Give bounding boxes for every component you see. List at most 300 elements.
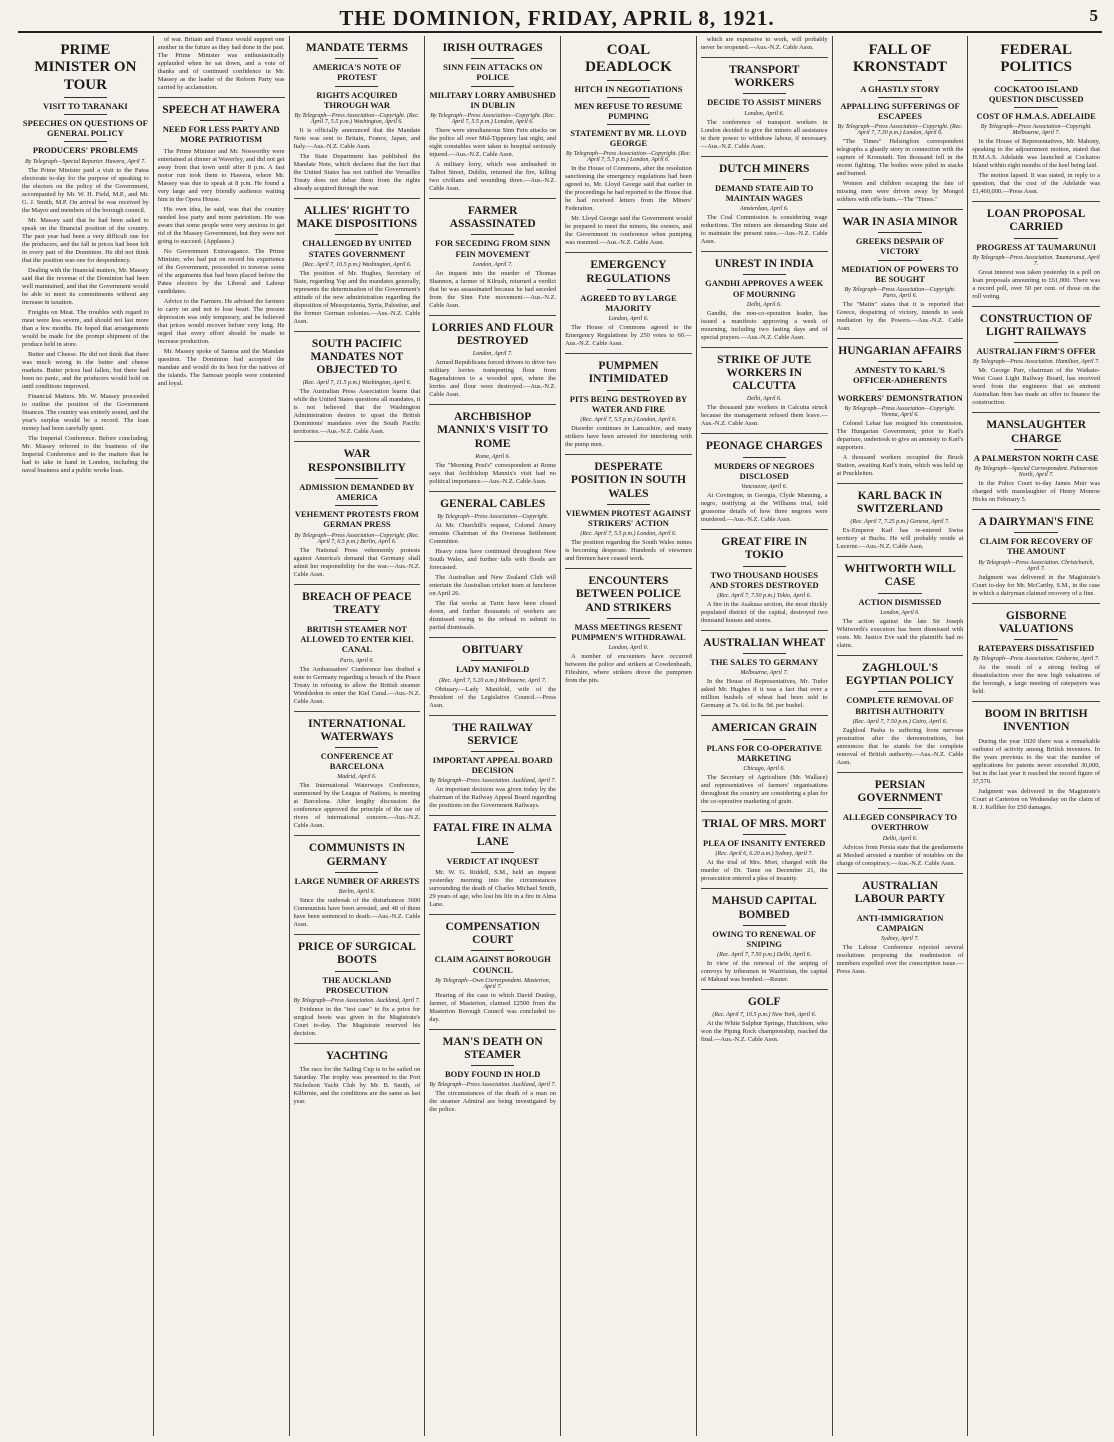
article-paragraph: Judgment was delivered in the Magistrate's Court to-day for Mr. McCarthy, S.M., in the case in which a dairyman claimed recovery of a fine.	[972, 573, 1100, 597]
article-separator	[429, 637, 556, 638]
headline-rule	[471, 234, 514, 235]
article-byline: London, April 7.	[472, 351, 513, 358]
article-subhead: VERDICT AT INQUEST	[446, 855, 539, 866]
article-subhead: OWING TO RENEWAL OF SNIPING	[712, 928, 817, 949]
article	[701, 433, 828, 524]
article-headline: DESPERATE POSITION IN SOUTH WALES	[570, 461, 686, 500]
article-paragraph: His own idea, he said, was that the country needed less party and more patriotism. He was aware that some people were very anxious to get rid of the Massey Government, but they were not going to succeed. (Applause.)	[157, 205, 285, 245]
article-paragraph: The position regarding the South Wales mines is becoming desperate. Hundreds of viewmen and firemen have ceased work.	[565, 539, 692, 563]
article	[294, 441, 421, 578]
article-headline: FEDERAL POLITICS	[1000, 42, 1073, 76]
article-subhead: DECIDE TO ASSIST MINERS	[707, 97, 822, 108]
article	[429, 1029, 556, 1115]
headline-rule	[878, 909, 921, 910]
article-paragraph: The Labour Conference rejected several resolutions proposing the readmission of members expelled over the conscription issue.—Press Assn.	[836, 944, 964, 976]
article-byline: Madrid, April 6.	[337, 774, 377, 781]
article-paragraph: Armed Republicans forced drivers to drive two military lorries transporting flour from Bagenalstown to a wooded spot, where the lorries and flour were destroyed.—Aus.-N.Z. Cable Assn.	[429, 359, 557, 399]
article-paragraph: Hearing of the case in which David Dunlop, farmer, of Masterton, claimed £2500 from the Masterton Borough Council was concluded to-day.	[429, 991, 557, 1023]
article	[701, 811, 828, 883]
article	[972, 701, 1100, 811]
article-subhead: MASS MEETINGS RESENT PUMPMEN'S WITHDRAWAL	[571, 621, 686, 642]
article-paragraph: The Prime Minister paid a visit to the Patea electorate to-day for the purpose of speaking to the electors on the policy of the Government, accompanied by Mr. W. H. Field, M.P., and Mr. G. J. Smith, M.P. On arrival he was received by the Mayor and members of the borough council.	[22, 166, 149, 214]
article-headline: CONSTRUCTION OF LIGHT RAILWAYS	[979, 312, 1093, 338]
article-paragraph: An important decision was given today by the chairman of the Railway Appeal Board regarding the positions on the Government Railways.	[429, 786, 557, 810]
article-headline: MANSLAUGHTER CHARGE	[986, 419, 1087, 445]
article-separator	[429, 815, 556, 816]
article-separator	[429, 715, 556, 716]
article-byline: Melbourne, April 7.	[740, 670, 788, 677]
article-separator	[565, 568, 692, 569]
article-paragraph: It is officially announced that the Mandate Note was sent to Britain, France, Japan, and Italy.—Aus.-N.Z. Cable Assn.	[293, 126, 421, 150]
headline-rule	[64, 114, 107, 115]
article-byline: (Rec. April 6, 6.20 a.m.) Sydney, April 7.	[715, 851, 813, 858]
article-byline: Chicago, April 6.	[743, 765, 785, 772]
article-paragraph: The action against the late Sir Joseph Whitworth's executors has been dismissed with costs. Mr. Justice Eve said the plaintiffs had no claim.	[836, 617, 964, 649]
article	[565, 454, 692, 563]
headline-rule	[607, 97, 650, 98]
headline-rule	[607, 80, 650, 81]
article-subhead: AUSTRALIAN FIRM'S OFFER	[976, 346, 1096, 357]
article-subhead: APPALLING SUFFERINGS OF ESCAPEES	[840, 100, 960, 121]
article	[701, 989, 828, 1044]
headline-rule	[743, 739, 786, 740]
article-headline: MANDATE TERMS	[305, 42, 408, 54]
headline-rule	[1014, 449, 1057, 450]
headline-rule	[335, 58, 378, 59]
article-headline: COAL DEADLOCK	[585, 42, 672, 76]
article-paragraph: A fire in the Asakusa section, the most thickly populated district of the capital, destroyed two thousand houses and stores.	[700, 600, 828, 624]
article-byline: London, April 6.	[880, 609, 920, 616]
article-paragraph: Advice to the Farmers. He advised the farmers to carry on and not to lose heart. The present depression was only temporary, and he believed that prices would recover before very long. He urged that every effort should be made to increase production.	[157, 297, 285, 345]
article-separator	[837, 655, 964, 656]
article-separator	[972, 306, 1100, 307]
article-separator	[837, 209, 964, 210]
article-separator	[701, 156, 828, 157]
article-byline: By Telegraph—Press Association. Gisborne, April 7.	[973, 656, 1100, 663]
article-headline: BOOM IN BRITISH INVENTION	[984, 708, 1088, 734]
column-5	[561, 36, 697, 1436]
article-headline: LOAN PROPOSAL CARRIED	[986, 208, 1086, 234]
article-separator	[701, 630, 828, 631]
article-byline: Delhi, April 6.	[746, 396, 782, 403]
article	[294, 198, 421, 326]
article-paragraph: A military lorry, which was ambushed in Talbot Street, Dublin, returned the fire, killing two civilians and wounding three.—Aus.-N.Z. Cable Assn.	[429, 160, 557, 192]
article-subhead: NEED FOR LESS PARTY AND MORE PATRIOTISM	[162, 124, 280, 145]
article-separator	[294, 584, 421, 585]
headline-rule	[878, 232, 921, 233]
article-subhead: VEHEMENT PROTESTS FROM GERMAN PRESS	[294, 509, 419, 530]
article-byline: (Rec. April 7, 10.5 p.m.) Washington, April 6.	[302, 261, 412, 268]
article-paragraph: Heavy rains have continued throughout New South Wales, and further falls with floods are forecasted.	[429, 548, 557, 572]
article-paragraph: The Australian Press Association learns that while the United States questions all mandates, it is not believed that the Washington Administration desires to upset the British Dominions' mandates over the South Pacific territories.—Aus.-N.Z. Cable Assn.	[293, 388, 421, 436]
article-paragraph: The thousand jute workers in Calcutta struck because the management refused them leave.—Aus.-N.Z. Cable Assn.	[700, 404, 828, 428]
article-subhead: CLAIM FOR RECOVERY OF THE AMOUNT	[979, 536, 1093, 557]
article-byline: Amsterdam, April 6.	[740, 206, 789, 213]
article	[429, 198, 556, 310]
article-byline: By Telegraph—Press Association—Copyright. (Rec. April 7, 6.5 p.m.) Berlin, April 6.	[294, 532, 420, 545]
article-paragraph: The Prime Minister and Mr. Nosworthy were entertained at dinner at Waverley, and did not get away from that town until after 8 p.m. A fast motor run took them to Hawera, where Mr. Massey was due to speak at 8 p.m. He found a very large and very friendly audience waiting him in the Opera House.	[157, 147, 285, 203]
article-paragraph: The flat works at Turin have been closed down, and further thousands of workers are dismissed owing to the refusal to submit to partial dismissals.	[429, 600, 557, 632]
article-paragraph: In view of the renewal of the sniping of convoys by tribesmen in Waziristan, the capital of Mahsud was bombed.—Reuter.	[700, 960, 828, 984]
headline-rule	[878, 361, 921, 362]
article-subhead: VISIT TO TARANAKI	[43, 100, 128, 111]
newspaper-title: THE DOMINION, FRIDAY, APRIL 8, 1921.	[339, 6, 775, 30]
article-headline: DUTCH MINERS	[719, 162, 810, 175]
article-separator	[294, 835, 421, 836]
article-subhead: PLEA OF INSANITY ENTERED	[703, 838, 826, 849]
article	[837, 338, 964, 478]
article	[429, 42, 556, 193]
article-separator	[837, 873, 964, 874]
article	[972, 306, 1100, 408]
article-subhead: PRODUCERS' PROBLEMS	[32, 145, 138, 156]
article-subhead: TWO THOUSAND HOUSES AND STORES DESTROYED	[709, 569, 819, 590]
article	[972, 201, 1100, 301]
headline-rule	[335, 478, 378, 479]
article	[565, 568, 692, 685]
headline-rule	[335, 872, 378, 873]
article-paragraph: Mr. Massey said that he had been asked to speak on the financial position of the country. The past year had been a very difficult one for the producers, and the fall in prices had been felt in every part of the Dominion. He did not think that the position was one for despondency.	[22, 216, 149, 264]
article-headline: AUSTRALIAN LABOUR PARTY	[854, 879, 946, 905]
article-headline: ENCOUNTERS BETWEEN POLICE AND STRIKERS	[575, 575, 681, 614]
article-paragraph: At Covington, in Georgia, Clyde Manning, a negro, testifying at the Williams trial, told gruesome details of how three negroes were murdered.—Aus.-N.Z. Cable Assn.	[700, 492, 828, 524]
article-headline: EMERGENCY REGULATIONS	[586, 259, 671, 285]
article-headline: OBITUARY	[461, 644, 524, 657]
headline-rule	[335, 234, 378, 235]
headline-rule	[1014, 532, 1057, 533]
article-paragraph: In the House of Commons, after the resolution sanctioning the emergency regulations had been agreed to, Mr. Lloyd George said that earlier in the proceedings he had reported to the House that he had received letters from the Miners' Federation.	[565, 165, 692, 213]
headline-rule	[471, 852, 514, 853]
headline-rule	[335, 747, 378, 748]
article-subhead: AMERICA'S NOTE OF PROTEST	[312, 62, 402, 83]
article-subhead: PITS BEING DESTROYED BY WATER AND FIRE	[569, 393, 688, 414]
article-headline: BREACH OF PEACE TREATY	[302, 590, 412, 616]
article-paragraph: At the trial of Mrs. Mort, charged with the murder of Dr. Tame on December 21, the prosecution entered a plea of insanity.	[700, 859, 828, 883]
article-paragraph: Advices from Persia state that the gendarmerie at Meshed arrested a number of notables on the charge of conspiracy.—Aus.-N.Z. Cable Assn.	[836, 843, 964, 867]
headline-rule	[1014, 107, 1057, 108]
article-byline: (Rec. April 7, 10.5 p.m.) New York, April 6.	[712, 1012, 817, 1019]
article-headline: PUMPMEN INTIMIDATED	[588, 360, 669, 386]
article	[701, 529, 828, 625]
article-headline: ALLIES' RIGHT TO MAKE DISPOSITIONS	[296, 204, 418, 231]
article-paragraph: Zaghloul Pasha is suffering from nervous prostration after the demonstrations, but announces that he stands for the complete removal of British authority.—Aus.-N.Z. Cable Assn.	[836, 726, 964, 766]
article-byline: By Telegraph—Own Correspondent. Masterton, April 7.	[435, 977, 551, 990]
article-byline: Vancouver, April 6.	[741, 484, 788, 491]
article-byline: By Telegraph—Special Correspondent. Palmerston North, April 7.	[974, 465, 1098, 478]
article	[565, 353, 692, 449]
article-headline: A DAIRYMAN'S FINE	[978, 515, 1094, 528]
column-4	[425, 36, 561, 1436]
article-paragraph: Mr. George Parr, chairman of the Waikato-West Coast Light Railway Board, has received word from the engineers that an eminent Australian firm has made an offer to finance the construction.	[972, 367, 1100, 407]
article-paragraph: Great interest was taken yesterday in a poll on loan proposals amounting to £61,000. There was a record poll, over 50 per cent. of those on the roll voting.	[972, 268, 1100, 300]
article-separator	[294, 198, 421, 199]
article-subhead: FOR SECEDING FROM SINN FEIN MOVEMENT	[435, 238, 551, 259]
article-separator	[294, 441, 421, 442]
article-byline: By Telegraph—Press Association—Copyright. (Rec. April 7, 5.5 p.m.) London, April 6.	[565, 151, 691, 164]
article-headline: KARL BACK IN SWITZERLAND	[856, 489, 944, 516]
headline-rule	[471, 86, 514, 87]
article-headline: GENERAL CABLES	[440, 497, 546, 510]
article-separator	[565, 454, 692, 455]
article	[429, 914, 556, 1024]
article-paragraph: Ex-Emperor Karl has re-entered Swiss territory at Buchs. He will probably reside at Lucerne.—Aus.-N.Z. Cable Assn.	[836, 527, 964, 551]
article-paragraph: In the Police Court to-day James Muir was charged with manslaughter of Henry Monroe Hicks on February 5.	[972, 479, 1100, 503]
article-separator	[294, 331, 421, 332]
article	[972, 42, 1100, 196]
article	[837, 209, 964, 333]
article	[701, 715, 828, 806]
article-paragraph: Financial Matters. Mr. W. Massey proceeded to outline the position of the Government finances. The country was entirely sound, and the year's surplus would be a record. The loan money had been carefully spent.	[22, 392, 149, 432]
article-paragraph: Women and children escaping the fate of missing men were driven away by Mongol soldiers with rifle butts.—The "Times."	[836, 180, 964, 204]
headline-rule	[471, 660, 514, 661]
article-paragraph: The Secretary of Agriculture (Mr. Wallace) and representatives of farmers' organisations throughout the country are considering a plan for the co-operative marketing of grain.	[700, 773, 828, 805]
article	[565, 252, 692, 348]
article-paragraph: The Australian and New Zealand Club will entertain the Australian cricket team at luncheon on April 26.	[429, 574, 557, 598]
article-paragraph: The State Department has published the Mandate Note, which declares that the fact that the United States has not ratified the Versailles Treaty does not debar them from the rights already acquired through the war.	[293, 152, 421, 192]
article-subhead: PLANS FOR CO-OPERATIVE MARKETING	[706, 742, 822, 763]
article-paragraph: In the House of Representatives, Mr. Mahony, speaking to the adjournment motion, stated that H.M.A.S. Adelaide was launched at Cockatoo Island within eight months of the keel being laid.	[972, 138, 1100, 170]
article-byline: (Rec. April 7, 7.50 p.m.) Cairo, April 6.	[852, 718, 948, 725]
article	[701, 251, 828, 342]
article-subhead: THE SALES TO GERMANY	[710, 657, 819, 668]
article-headline: ZAGHLOUL'S EGYPTIAN POLICY	[845, 661, 955, 688]
article-separator	[158, 97, 285, 98]
article-headline: INTERNATIONAL WATERWAYS	[308, 717, 406, 743]
article-subhead: THE AUCKLAND PROSECUTION	[322, 974, 392, 995]
headline-rule	[1014, 80, 1057, 81]
article-headline: WAR IN ASIA MINOR	[842, 216, 958, 229]
article-subhead: SINN FEIN ATTACKS ON POLICE	[443, 62, 543, 83]
article-subhead: AMNESTY TO KARL'S OFFICER-ADHERENTS	[852, 365, 947, 386]
article-paragraph: The position of Mr. Hughes, Secretary of State, regarding Yap and the mandates generally, represents the determination of the Government's attitude of the new administration regarding the disposition of Mesopotamia, Syria, Palestine, and the former German colonies.—Aus.-N.Z. Cable Assn.	[293, 269, 421, 325]
article-byline: By Telegraph—Press Association—Copyright.	[437, 514, 549, 521]
article-separator	[294, 1043, 421, 1044]
headline-rule	[743, 93, 786, 94]
article-subhead: VIEWMEN PROTEST AGAINST STRIKERS' ACTION	[565, 507, 692, 528]
article	[429, 404, 556, 486]
article-subhead: MEDIATION OF POWERS TO BE SOUGHT	[841, 263, 959, 284]
headline-rule	[743, 925, 786, 926]
article-byline: Delhi, April 6.	[882, 835, 918, 842]
article-headline: GOLF	[747, 996, 781, 1009]
article	[294, 584, 421, 706]
article-byline: By Telegraph—Press Association. Auckland, April 7.	[429, 1082, 556, 1089]
article-subhead: LARGE NUMBER OF ARRESTS	[294, 875, 420, 886]
article-headline: FALL OF KRONSTADT	[853, 42, 947, 76]
article-subhead: GANDHI APPROVES A WEEK OF MOURNING	[705, 278, 824, 299]
article-separator	[294, 711, 421, 712]
article-separator	[701, 433, 828, 434]
article-byline: Berlin, April 6.	[338, 889, 376, 896]
article-subhead: AGREED TO BY LARGE MAJORITY	[580, 292, 677, 314]
article-subhead: ACTION DISMISSED	[858, 596, 942, 607]
article-byline: London, April 6.	[608, 645, 649, 652]
article-headline: ARCHBISHOP MANNIX'S VISIT TO ROME	[437, 411, 549, 450]
headline-rule	[743, 653, 786, 654]
article-headline: SOUTH PACIFIC MANDATES NOT OBJECTED TO	[310, 337, 404, 377]
article-headline: WAR RESPONSIBILITY	[308, 448, 406, 474]
article-paragraph: Butter and Cheese. He did not think that there was much wrong in the butter and cheese markets. Butter prices had fallen, but there had been no panic, and the producers would hold on until conditions improved.	[22, 350, 149, 390]
article-paragraph: Mr. Lloyd George said the Government would be prepared to meet the miners, the owners, and the Government in conference when pumping was resumed.—Aus.-N.Z. Cable Assn.	[565, 215, 692, 247]
article-headline: YACHTING	[325, 1049, 389, 1062]
headline-rule	[64, 97, 107, 98]
article-headline: PEONAGE CHARGES	[705, 440, 823, 453]
article-separator	[972, 412, 1100, 413]
article	[837, 42, 964, 204]
headline-rule	[743, 457, 786, 458]
article-separator	[701, 57, 828, 58]
headline-rule	[335, 86, 378, 87]
article-paragraph: The International Waterways Conference, summoned by the League of Nations, is meeting at Barcelona. After lengthy discussion the conference approved the principle of the use of rivers of international concern.—Aus.-N.Z. Cable Assn.	[293, 782, 421, 830]
article-paragraph: The National Press vehemently protests against America's demand that Germany shall admit her responsibility for the war.—Aus.-N.Z. Cable Assn.	[293, 546, 421, 578]
article-byline: (Rec. April 7, 11.5 p.m.) Washington, April 6.	[302, 380, 412, 387]
article-subhead: ADMISSION DEMANDED BY AMERICA	[299, 481, 415, 503]
article-paragraph: Mr. W. G. Riddell, S.M., held an inquest yesterday morning into the circumstances surrounding the death of Charles Michael Smith, 29 years of age, who lost his life in a fire in Alma Lane.	[429, 868, 557, 908]
article-subhead: STATEMENT BY MR. LLOYD GEORGE	[570, 128, 687, 149]
headline-rule	[607, 618, 650, 619]
article-paragraph: No Government Extravagance. The Prime Minister, who had put on record his experience of the Government, proceeded to traverse some of the arguments that had been placed before the Patea electors by the Liberal and Labour candidates.	[157, 247, 285, 295]
article-paragraph: As the result of a strong feeling of dissatisfaction over the new high valuations of the borough, a large meeting of ratepayers was held.	[972, 664, 1100, 696]
article-headline: GISBORNE VALUATIONS	[999, 609, 1074, 635]
article	[294, 331, 421, 437]
article-subhead: ANTI-IMMIGRATION CAMPAIGN	[856, 912, 944, 934]
article-byline: Rome, April 6.	[475, 453, 511, 460]
article-subhead: CHALLENGED BY UNITED STATES GOVERNMENT	[302, 238, 412, 259]
article-separator	[701, 715, 828, 716]
headline-rule	[471, 58, 514, 59]
newspaper-columns	[18, 36, 1104, 1436]
article-byline: By Telegraph—Press Association—Copyright. Melbourne, April 7.	[980, 124, 1092, 137]
article-headline: IRISH OUTRAGES	[442, 42, 543, 54]
article-byline: Delhi, April 6.	[746, 301, 782, 308]
article	[429, 491, 556, 632]
article-separator	[565, 252, 692, 253]
article-headline: PRICE OF SURGICAL BOOTS	[298, 941, 416, 967]
headline-rule	[1014, 238, 1057, 239]
headline-rule	[878, 97, 921, 98]
article-subhead: DEMAND STATE AID TO MAINTAIN WAGES	[715, 182, 814, 204]
headline-rule	[743, 274, 786, 275]
article-paragraph: The Coal Commission is considering wage reductions. The miners are demanding State aid to maintain the present rates.—Aus.-N.Z. Cable Assn.	[700, 214, 828, 246]
article-subhead: BODY FOUND IN HOLD	[445, 1069, 541, 1080]
article-subhead: MILITARY LORRY AMBUSHED IN DUBLIN	[429, 89, 556, 110]
article-separator	[565, 353, 692, 354]
article-separator	[701, 811, 828, 812]
article-subhead: A PALMERSTON NORTH CASE	[973, 452, 1099, 463]
article-headline: UNREST IN INDIA	[714, 258, 814, 271]
headline-rule	[607, 124, 650, 125]
article	[837, 655, 964, 767]
headline-rule	[607, 504, 650, 505]
article-separator	[294, 934, 421, 935]
article-paragraph: Obituary.—Lady Manifold, wife of the President of the Legislative Council.—Press Assn.	[429, 685, 557, 709]
article-paragraph: Colonel Lehar has resigned his commission. The Hungarian Government, prior to Karl's departure, undertook to give an amnesty to Karl's supporters.	[836, 419, 964, 451]
article-headline: HUNGARIAN AFFAIRS	[838, 345, 962, 358]
article-separator	[837, 338, 964, 339]
article-separator	[701, 251, 828, 252]
article-paragraph: An inquest into the murder of Thomas Shannon, a farmer of Kilrush, returned a verdict that he was assassinated because he had seceded from the Sinn Fein movement.—Aus.-N.Z. Cable Assn.	[429, 269, 557, 309]
article-byline: (Rec. April 7, 5.20 a.m.) Melbourne, April 7.	[439, 677, 547, 684]
article-headline: SPEECH AT HAWERA	[162, 104, 281, 116]
article-paragraph: "The Times" Helsingfors correspondent telegraphs a ghastly story in connection with the capture of Kronstadt. Ten thousand fell in the recent fighting. The bodies were piled in stacks and burned.	[836, 138, 964, 178]
article-byline: By Telegraph—Press Association—Copyright. (Rec. April 7, 7.30 p.m.) London, April 6.	[837, 124, 963, 137]
headline-rule	[743, 179, 786, 180]
article-paragraph: During the year 1920 there was a remarkable outburst of activity among British inventors. In the years previous to the war the number of applications for patents never exceeded 30,000, but in the last year it reached the record figure of 37,570.	[972, 737, 1100, 785]
article-byline: By Telegraph—Press Association—Copyright. (Rec. April 7, 5.5 p.m.) London, April 6.	[430, 112, 556, 125]
article	[565, 42, 692, 247]
article-subhead: CONFERENCE AT BARCELONA	[320, 751, 394, 772]
article-subhead: ALLEGED CONSPIRACY TO OVERTHROW	[842, 812, 958, 833]
article-subhead: A GHASTLY STORY	[860, 83, 940, 94]
article-headline: MAHSUD CAPITAL BOMBED	[711, 895, 817, 921]
article-byline: By Telegraph—Special Reporter. Hawera, April 7.	[25, 158, 146, 165]
article-separator	[837, 556, 964, 557]
article	[701, 57, 828, 151]
article-byline: By Telegraph—Press Association. Auckland, April 7.	[429, 778, 556, 785]
article-byline: By Telegraph—Press Association. Auckland, April 7.	[293, 997, 421, 1004]
article-subhead: RIGHTS ACQUIRED THROUGH WAR	[316, 89, 398, 110]
page-number: 5	[1089, 6, 1098, 25]
headline-rule	[878, 808, 921, 809]
article-headline: LORRIES AND FLOUR DESTROYED	[431, 321, 554, 347]
article-headline: AMERICAN GRAIN	[711, 722, 818, 735]
article-byline: (Rec. April 7, 5.5 p.m.) London, April 6.	[580, 531, 677, 538]
article-subhead: HITCH IN NEGOTIATIONS	[574, 83, 683, 94]
article-byline: Paris, April 6.	[339, 657, 375, 664]
article	[837, 483, 964, 551]
article-separator	[972, 603, 1100, 604]
article-headline: THE RAILWAY SERVICE	[452, 721, 533, 747]
article-paragraph: A thousand workers occupied the Bruck Station, awaiting Karl's train, which was held up at Pruckleiten.	[836, 453, 964, 477]
headline-rule	[878, 593, 921, 594]
article-subhead: COST OF H.M.A.S. ADELAIDE	[976, 110, 1096, 121]
article-paragraph: The Ambassadors' Conference has drafted a note to Germany regarding a breach of the Peace Treaty in refusing to allow the British steamer Wimbledon to enter the Kiel Canal.—Aus.-N.Z. Cable Assn.	[293, 665, 421, 705]
article	[429, 815, 556, 909]
headline-rule	[743, 834, 786, 835]
article-byline: Sydney, April 7.	[881, 936, 919, 943]
article-separator	[972, 201, 1100, 202]
headline-rule	[743, 566, 786, 567]
article-subhead: GREEKS DESPAIR OF VICTORY	[855, 236, 945, 257]
article-separator	[837, 772, 964, 773]
article-byline: By Telegraph—Press Association. Taumarunui, April 7.	[972, 254, 1100, 267]
article-paragraph: At the White Sulphur Springs, Hutchison, who won the Piping Rock championship, reached the final.—Aus.-N.Z. Cable Assn.	[700, 1020, 828, 1044]
article-separator	[701, 989, 828, 990]
article-paragraph: Judgment was delivered in the Magistrate's Court at Carterton on Wednesday on the claim of R. J. Kelliher for £50 damages.	[972, 787, 1100, 811]
article	[701, 347, 828, 429]
column-2	[154, 36, 290, 1436]
article	[158, 36, 285, 92]
article-paragraph: Disorder continues in Lancashire, and many strikers have been arrested for interfering with the pump men.	[565, 425, 692, 449]
article-byline: By Telegraph—Press Association—Copyright. Paris, April 6.	[844, 287, 956, 300]
article-separator	[972, 701, 1100, 702]
column-7	[833, 36, 969, 1436]
article-paragraph: Gandhi, the non-co-operation leader, has issued a manifesto approving a week of mourning, including two fasting days and of special prayers.—Aus.-N.Z. Cable Assn.	[700, 309, 828, 341]
article	[294, 42, 421, 193]
headline-rule	[878, 691, 921, 692]
article-byline: (Rec. April 7, 7.50 p.m.) Delhi, April 6.	[717, 952, 812, 959]
article-subhead: BRITISH STEAMER NOT ALLOWED TO ENTER KIEL CANAL	[300, 624, 414, 655]
article-subhead: COCKATOO ISLAND QUESTION DISCUSSED	[988, 83, 1084, 104]
article-paragraph: There were simultaneous Sinn Fein attacks on the police all over Mid-Tipperary last night, and eight constables were taken to hospital seriously injured.—Aus.-N.Z. Cable Assn.	[429, 126, 557, 158]
article	[701, 630, 828, 710]
article	[837, 772, 964, 868]
article-paragraph: The motion lapsed. It was stated, in reply to a question, that the cost of the Adelaide was £1,460,000.—Press Assn.	[972, 172, 1100, 196]
article-paragraph: A number of encounters have occurred between the police and strikers at Cowdenbeath, Fifeshire, where strikers drove the pumpmen from the pits.	[565, 653, 692, 685]
article	[837, 873, 964, 977]
article-paragraph: Dealing with the financial matters, Mr. Massey said that the revenue of the Dominion had been well maintained, and that the Government would be able to meet its commitments without any increase in taxation.	[22, 266, 149, 306]
article-paragraph: Freights on Meat. The troubles with regard to meat were less severe, and should not last more than a few months. He hoped that arrangements would be made for the prompt shipment of the produce held in store.	[22, 308, 149, 348]
